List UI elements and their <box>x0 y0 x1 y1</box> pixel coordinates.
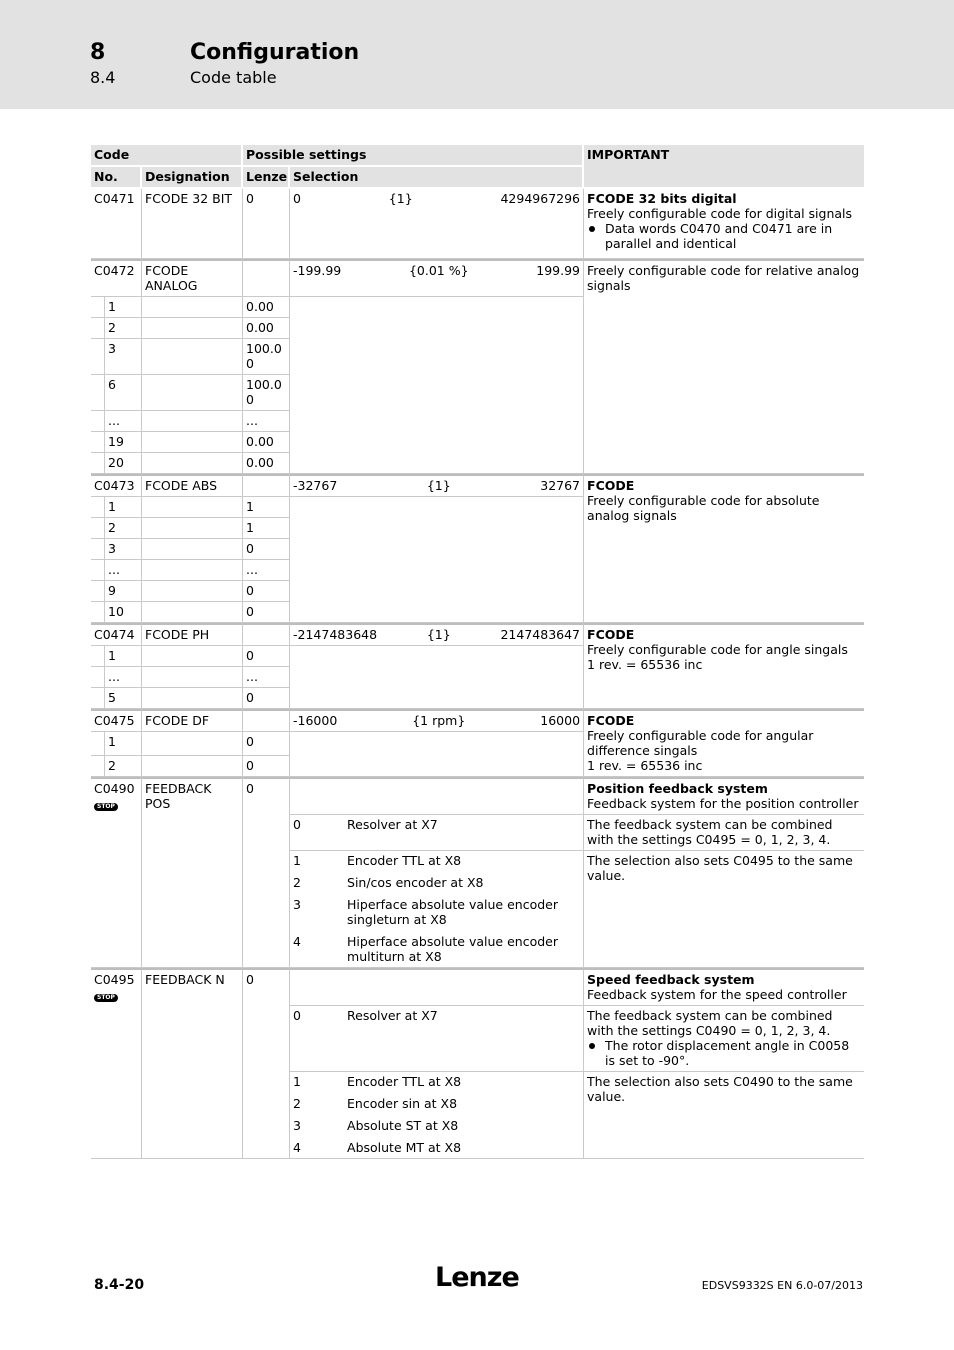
code-table <box>91 145 864 1159</box>
important-cell: Freely configurable code for relative analog signals <box>584 259 864 474</box>
important-cell <box>584 777 864 815</box>
selection-cell <box>290 259 584 297</box>
important-title: FCODE <box>587 713 635 728</box>
min-value: -2147483648 <box>293 627 378 642</box>
important-cell <box>584 189 864 259</box>
subcode-lenze: 0.00 <box>243 318 290 339</box>
important-text: Freely configurable code for digital signals <box>587 206 853 221</box>
designation-cell: FCODE PH <box>142 623 243 646</box>
subcode-lenze: 0 <box>243 602 290 623</box>
step-value: {1 rpm} <box>412 713 466 728</box>
lenze-cell: 0 <box>243 968 290 1159</box>
option-text: Hiperface absolute value encoder multiturn at X8 <box>347 934 558 964</box>
header-no: No. <box>91 167 142 189</box>
selection-cell <box>290 777 584 815</box>
code-cell <box>91 777 142 968</box>
lenze-cell <box>243 474 290 497</box>
important-cell <box>584 709 864 777</box>
header-code: Code <box>91 145 243 167</box>
option-number: 3 <box>293 1118 301 1133</box>
lenze-cell: 0 <box>243 189 290 259</box>
subcode-no: 3 <box>105 339 142 375</box>
selection-cell <box>290 968 584 1006</box>
min-value: -199.99 <box>293 263 342 278</box>
code-cell: C0474 <box>91 623 142 646</box>
table-header-row <box>91 145 864 167</box>
step-value: {1} <box>388 191 413 206</box>
lenze-cell <box>243 259 290 297</box>
option-number: 2 <box>293 875 301 890</box>
stop-icon: STOP <box>94 994 118 1002</box>
option-text: Resolver at X7 <box>347 1008 438 1023</box>
important-title: FCODE 32 bits digital <box>587 191 737 206</box>
selection-cell <box>290 623 584 646</box>
subcode-no: ... <box>105 411 142 432</box>
subcode-no: 1 <box>105 297 142 318</box>
important-bullet: Data words C0470 and C0471 are in parallel and identical <box>587 221 861 251</box>
table-row <box>91 777 864 815</box>
subcode-lenze: 0.00 <box>243 297 290 318</box>
important-title: Speed feedback system <box>587 972 755 987</box>
lenze-cell: 0 <box>243 777 290 968</box>
step-value: {0.01 %} <box>408 263 469 278</box>
option-text: Sin/cos encoder at X8 <box>347 875 484 890</box>
subcode-no: 1 <box>105 732 142 756</box>
option-text: Absolute ST at X8 <box>347 1118 459 1133</box>
important-text: Feedback system for the speed controller <box>587 987 847 1002</box>
subcode-no: 20 <box>105 453 142 474</box>
table-row <box>91 259 864 297</box>
selection-cell <box>290 474 584 497</box>
important-title: FCODE <box>587 627 635 642</box>
lenze-cell <box>243 623 290 646</box>
header-designation: Designation <box>142 167 243 189</box>
lenze-cell <box>243 709 290 732</box>
subcode-no: ... <box>105 667 142 688</box>
selection-cell <box>290 1006 584 1072</box>
important-text: Freely configurable code for absolute analog signals <box>587 493 820 523</box>
subcode-lenze: 0 <box>243 732 290 756</box>
selection-cell <box>290 815 584 851</box>
option-number: 0 <box>293 1008 301 1023</box>
selection-empty <box>290 732 584 777</box>
important-cell: The selection also sets C0495 to the same value. <box>584 851 864 968</box>
subcode-lenze: ... <box>243 560 290 581</box>
subcode-no: 2 <box>105 756 142 777</box>
important-cell <box>584 968 864 1006</box>
option-number: 4 <box>293 934 301 949</box>
option-text: Resolver at X7 <box>347 817 438 832</box>
option-text: Hiperface absolute value encoder singleturn at X8 <box>347 897 558 927</box>
important-text: Freely configurable code for angular difference singals <box>587 728 814 758</box>
min-value: 0 <box>293 191 301 206</box>
designation-cell: FCODE ABS <box>142 474 243 497</box>
important-text: Feedback system for the position controller <box>587 796 859 811</box>
subcode-no: 19 <box>105 432 142 453</box>
designation-cell: FEEDBACK POS <box>142 777 243 968</box>
min-value: -16000 <box>293 713 338 728</box>
important-cell: The selection also sets C0490 to the same value. <box>584 1072 864 1159</box>
option-text: Encoder TTL at X8 <box>347 1074 462 1089</box>
subcode-lenze: 0.00 <box>243 432 290 453</box>
max-value: 32767 <box>540 478 581 493</box>
option-number: 1 <box>293 853 301 868</box>
selection-cell <box>290 709 584 732</box>
subcode-lenze: 0 <box>243 646 290 667</box>
max-value: 2147483647 <box>500 627 581 642</box>
option-number: 3 <box>293 897 301 912</box>
important-cell <box>584 623 864 709</box>
table-row <box>91 189 864 259</box>
section-title: Code table <box>190 68 277 87</box>
max-value: 199.99 <box>536 263 581 278</box>
designation-cell: FCODE 32 BIT <box>142 189 243 259</box>
subcode-lenze: ... <box>243 667 290 688</box>
important-bullet: The rotor displacement angle in C0058 is set to -90°. <box>587 1038 861 1068</box>
important-title: FCODE <box>587 478 635 493</box>
subcode-lenze: ... <box>243 411 290 432</box>
code-cell: C0471 <box>91 189 142 259</box>
table-row <box>91 709 864 732</box>
chapter-number: 8 <box>90 40 106 65</box>
subcode-lenze: 0 <box>243 756 290 777</box>
important-cell <box>584 474 864 623</box>
option-number: 0 <box>293 817 301 832</box>
header-possible-settings: Possible settings <box>243 145 584 167</box>
subcode-no: 1 <box>105 646 142 667</box>
selection-cell <box>290 1072 584 1159</box>
subcode-lenze: 100.0 0 <box>243 375 290 411</box>
selection-cell <box>290 851 584 968</box>
header-lenze: Lenze <box>243 167 290 189</box>
code-cell: C0473 <box>91 474 142 497</box>
header-important: IMPORTANT <box>584 145 864 189</box>
max-value: 16000 <box>540 713 581 728</box>
option-number: 4 <box>293 1140 301 1155</box>
important-text-2: 1 rev. = 65536 inc <box>587 758 703 773</box>
designation-cell: FEEDBACK N <box>142 968 243 1159</box>
subcode-no: 3 <box>105 539 142 560</box>
min-value: -32767 <box>293 478 338 493</box>
step-value: {1} <box>426 478 451 493</box>
important-text: Freely configurable code for angle singals <box>587 642 848 657</box>
subcode-no: 1 <box>105 497 142 518</box>
important-cell: The feedback system can be combined with the settings C0495 = 0, 1, 2, 3, 4. <box>584 815 864 851</box>
subcode-no: 9 <box>105 581 142 602</box>
code-cell <box>91 968 142 1159</box>
subcode-no: 5 <box>105 688 142 709</box>
document-id: EDSVS9332S EN 6.0-07/2013 <box>701 1279 863 1292</box>
subcode-lenze: 0 <box>243 581 290 602</box>
important-text: The feedback system can be combined with the settings C0490 = 0, 1, 2, 3, 4. <box>587 1008 833 1038</box>
option-number: 1 <box>293 1074 301 1089</box>
designation-cell: FCODE ANALOG <box>142 259 243 297</box>
subcode-lenze: 0 <box>243 539 290 560</box>
subcode-lenze: 0.00 <box>243 453 290 474</box>
chapter-title: Configuration <box>190 40 360 65</box>
stop-icon: STOP <box>94 803 118 811</box>
table-row <box>91 474 864 497</box>
subcode-lenze: 1 <box>243 497 290 518</box>
option-text: Absolute MT at X8 <box>347 1140 462 1155</box>
subcode-no: ... <box>105 560 142 581</box>
code-cell: C0472 <box>91 259 142 297</box>
selection-empty <box>290 646 584 709</box>
subcode-no: 2 <box>105 318 142 339</box>
max-value: 4294967296 <box>500 191 581 206</box>
page-number: 8.4-20 <box>94 1277 145 1293</box>
subcode-no: 10 <box>105 602 142 623</box>
header-selection: Selection <box>290 167 584 189</box>
lenze-logo: Lenze <box>435 1262 519 1293</box>
subcode-no: 6 <box>105 375 142 411</box>
code-value: C0490 <box>94 781 135 796</box>
table-row <box>91 968 864 1006</box>
option-number: 2 <box>293 1096 301 1111</box>
page-header <box>0 0 954 109</box>
section-number: 8.4 <box>90 68 116 87</box>
selection-empty <box>290 297 584 474</box>
subcode-lenze: 1 <box>243 518 290 539</box>
selection-empty <box>290 497 584 623</box>
subcode-no: 2 <box>105 518 142 539</box>
step-value: {1} <box>426 627 451 642</box>
important-title: Position feedback system <box>587 781 768 796</box>
important-cell <box>584 1006 864 1072</box>
code-value: C0495 <box>94 972 135 987</box>
subcode-lenze: 100.0 0 <box>243 339 290 375</box>
important-text-2: 1 rev. = 65536 inc <box>587 657 703 672</box>
subcode-lenze: 0 <box>243 688 290 709</box>
selection-cell <box>290 189 584 259</box>
code-cell: C0475 <box>91 709 142 732</box>
option-text: Encoder TTL at X8 <box>347 853 462 868</box>
option-text: Encoder sin at X8 <box>347 1096 458 1111</box>
table-row <box>91 623 864 646</box>
designation-cell: FCODE DF <box>142 709 243 732</box>
